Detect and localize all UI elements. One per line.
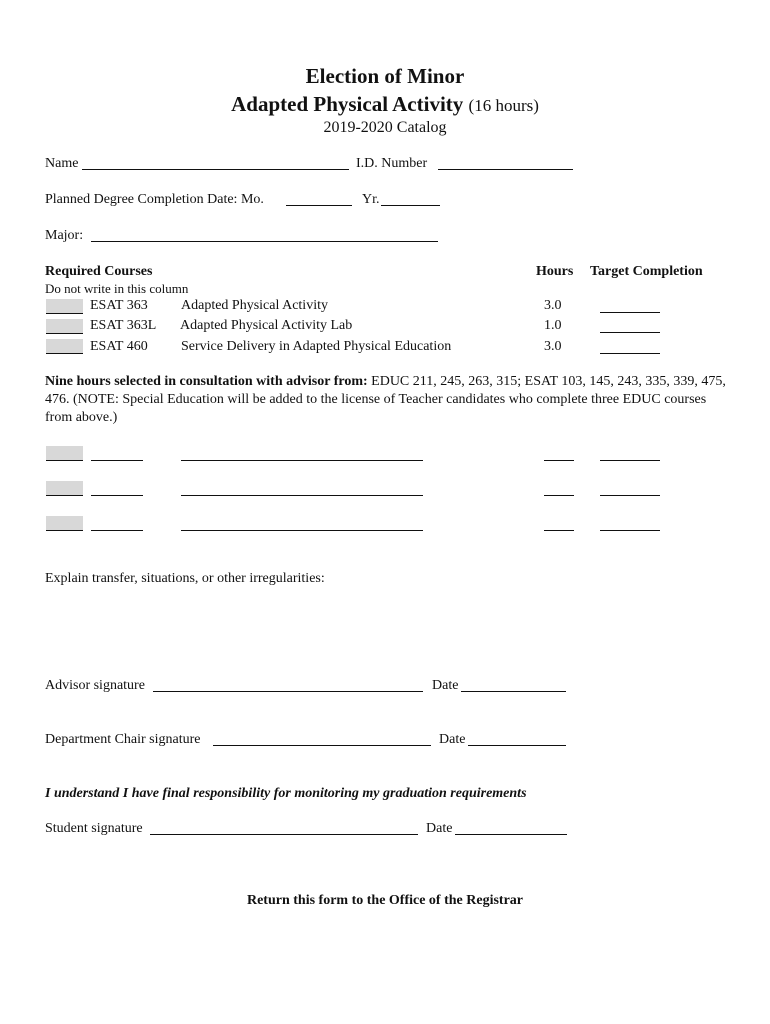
- office-use-box: [46, 446, 83, 461]
- id-number-label: I.D. Number: [356, 156, 428, 171]
- elective-title-field[interactable]: [181, 460, 423, 461]
- target-completion-field[interactable]: [600, 353, 660, 354]
- elective-title-field[interactable]: [181, 495, 423, 496]
- course-code: ESAT 460: [90, 339, 148, 354]
- name-label: Name: [45, 156, 79, 171]
- chair-signature-label: Department Chair signature: [45, 732, 201, 747]
- minor-hours: (16 hours): [468, 96, 539, 115]
- advisor-signature-label: Advisor signature: [45, 678, 145, 693]
- elective-hours-field[interactable]: [544, 460, 574, 461]
- student-date-label: Date: [426, 821, 453, 836]
- office-use-note: Do not write in this column: [45, 281, 189, 296]
- target-completion-header: Target Completion: [590, 264, 703, 279]
- office-use-box: [46, 339, 83, 354]
- elective-title-field[interactable]: [181, 530, 423, 531]
- elective-hours-field[interactable]: [544, 495, 574, 496]
- course-hours: 3.0: [544, 298, 562, 313]
- student-date-field[interactable]: [455, 834, 567, 835]
- return-instructions: Return this form to the Office of the Registrar: [246, 893, 524, 908]
- completion-year-field[interactable]: [381, 205, 440, 206]
- hours-column-header: Hours: [536, 264, 574, 279]
- course-hours: 3.0: [544, 339, 562, 354]
- target-completion-field[interactable]: [600, 312, 660, 313]
- elective-course-field[interactable]: [91, 460, 143, 461]
- irregularities-label: Explain transfer, situations, or other irregularities:: [45, 571, 325, 586]
- student-signature-label: Student signature: [45, 821, 143, 836]
- course-title: Service Delivery in Adapted Physical Education: [181, 339, 452, 354]
- course-title: Adapted Physical Activity Lab: [180, 318, 353, 333]
- chair-signature-field[interactable]: [213, 745, 431, 746]
- course-code: ESAT 363L: [90, 318, 157, 333]
- completion-month-field[interactable]: [286, 205, 352, 206]
- name-field[interactable]: [82, 169, 349, 170]
- office-use-box: [46, 319, 83, 334]
- catalog-year: 2019-2020 Catalog: [323, 119, 447, 136]
- required-courses-heading: Required Courses: [45, 264, 153, 279]
- major-field[interactable]: [91, 241, 438, 242]
- target-completion-field[interactable]: [600, 530, 660, 531]
- responsibility-statement: I understand I have final responsibility for monitoring my graduation requirements: [45, 786, 527, 801]
- planned-completion-label: Planned Degree Completion Date: Mo.: [45, 192, 264, 207]
- elective-course-field[interactable]: [91, 530, 143, 531]
- minor-name: Adapted Physical Activity: [231, 92, 464, 116]
- id-number-field[interactable]: [438, 169, 573, 170]
- target-completion-field[interactable]: [600, 495, 660, 496]
- elective-hours-field[interactable]: [544, 530, 574, 531]
- advisor-date-field[interactable]: [461, 691, 566, 692]
- form-subtitle: [0, 92, 770, 118]
- office-use-box: [46, 516, 83, 531]
- elective-course-field[interactable]: [91, 495, 143, 496]
- irregularities-area[interactable]: [45, 592, 735, 662]
- course-title: Adapted Physical Activity: [181, 298, 328, 313]
- target-completion-field[interactable]: [600, 460, 660, 461]
- course-hours: 1.0: [544, 318, 562, 333]
- form-title: Election of Minor: [305, 64, 465, 88]
- electives-instructions: [45, 373, 735, 427]
- target-completion-field[interactable]: [600, 332, 660, 333]
- electives-text: EDUC 211, 245, 263, 315; ESAT 103, 145, 243, 335, 339, 475, 476. (NOTE: Special Education will be added to the license of Teacher candidates who complete three EDUC courses from above.): [45, 374, 726, 425]
- major-label: Major:: [45, 228, 84, 243]
- chair-date-label: Date: [439, 732, 466, 747]
- office-use-box: [46, 299, 83, 314]
- advisor-date-label: Date: [432, 678, 459, 693]
- office-use-box: [46, 481, 83, 496]
- advisor-signature-field[interactable]: [153, 691, 423, 692]
- completion-year-label: Yr.: [362, 192, 380, 207]
- chair-date-field[interactable]: [468, 745, 566, 746]
- student-signature-field[interactable]: [150, 834, 418, 835]
- electives-lead: Nine hours selected in consultation with advisor from:: [45, 374, 368, 389]
- course-code: ESAT 363: [90, 298, 148, 313]
